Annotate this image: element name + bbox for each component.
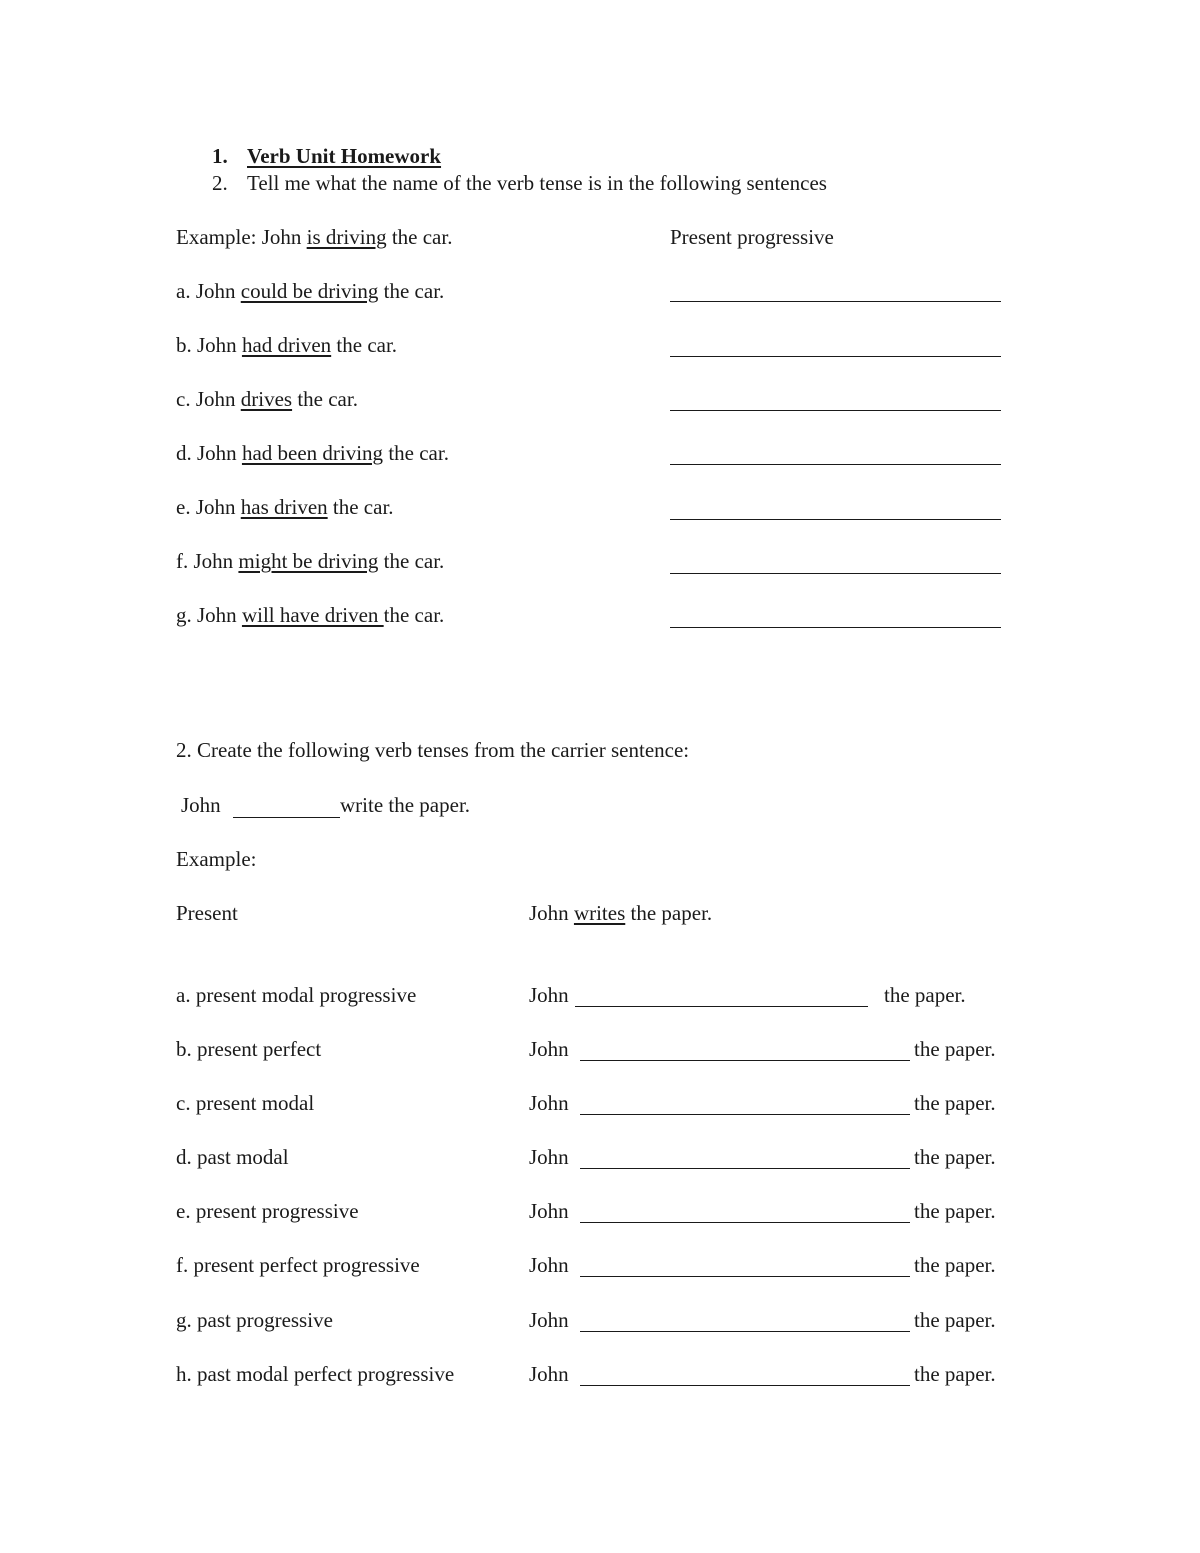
item-tail: the car.: [327, 495, 394, 519]
example-verb: writes: [573, 901, 626, 925]
part2-tense-f: f. present perfect progressive: [176, 1253, 420, 1277]
part1-item-e: [176, 497, 394, 518]
part2-example-sentence: [529, 903, 712, 924]
write-blank-g[interactable]: [580, 1331, 910, 1332]
part2-tense-g: g. past progressive: [176, 1308, 333, 1332]
part2-tense-d: d. past modal: [176, 1145, 289, 1169]
part2-tail-a: the paper.: [884, 983, 966, 1007]
part2-tail-f: the paper.: [914, 1253, 996, 1277]
example-lead: John: [529, 901, 574, 925]
part2-tense-h: h. past modal perfect progressive: [176, 1362, 455, 1386]
part2-tail-e: the paper.: [914, 1199, 996, 1223]
header-number-2: 2.: [212, 171, 228, 195]
item-lead: e. John: [176, 495, 241, 519]
part1-example-answer: Present progressive: [670, 225, 834, 249]
item-tail: the car.: [383, 441, 449, 465]
item-verb: might be driving: [238, 549, 379, 573]
part2-subject-d: John: [529, 1145, 569, 1169]
write-blank-f[interactable]: [580, 1276, 910, 1277]
part2-tense-a: a. present modal progressive: [176, 983, 417, 1007]
item-verb: will have driven: [241, 603, 384, 627]
example-tail: the paper.: [625, 901, 713, 925]
item-verb: had driven: [241, 333, 332, 357]
worksheet-title: Verb Unit Homework: [247, 144, 442, 168]
part2-subject-f: John: [529, 1253, 569, 1277]
example-tail: the car.: [386, 225, 453, 249]
header-number-1: 1.: [212, 144, 228, 168]
part2-subject-b: John: [529, 1037, 569, 1061]
example-verb: is driving: [306, 225, 387, 249]
answer-blank-g[interactable]: [670, 627, 1001, 628]
part2-subject-e: John: [529, 1199, 569, 1223]
part2-example-label: Example:: [176, 847, 257, 871]
write-blank-a[interactable]: [575, 1006, 868, 1007]
item-verb: had been driving: [241, 441, 384, 465]
part1-item-g: [176, 605, 444, 626]
part2-tail-d: the paper.: [914, 1145, 996, 1169]
item-tail: the car.: [378, 549, 445, 573]
item-tail: the car.: [331, 333, 398, 357]
item-lead: c. John: [176, 387, 241, 411]
example-lead: Example: John: [176, 225, 307, 249]
write-blank-c[interactable]: [580, 1114, 910, 1115]
write-blank-b[interactable]: [580, 1060, 910, 1061]
answer-blank-e[interactable]: [670, 519, 1001, 520]
write-blank-h[interactable]: [580, 1385, 910, 1386]
part2-tense-e: e. present progressive: [176, 1199, 359, 1223]
part2-subject-a: John: [529, 983, 569, 1007]
part1-instruction: Tell me what the name of the verb tense is in the following sentences: [247, 171, 827, 195]
part2-subject-c: John: [529, 1091, 569, 1115]
part2-tense-b: b. present perfect: [176, 1037, 322, 1061]
part2-instruction: 2. Create the following verb tenses from the carrier sentence:: [176, 738, 690, 762]
item-verb: could be driving: [240, 279, 379, 303]
carrier-subject: John: [181, 793, 221, 817]
part1-item-a: [176, 281, 444, 302]
answer-blank-f[interactable]: [670, 573, 1001, 574]
write-blank-e[interactable]: [580, 1222, 910, 1223]
part1-item-d: [176, 443, 449, 464]
item-tail: the car.: [378, 279, 445, 303]
item-tail: the car.: [292, 387, 358, 411]
part1-item-c: [176, 389, 358, 410]
part1-example-sentence: [176, 227, 452, 248]
item-lead: b. John: [176, 333, 242, 357]
answer-blank-a[interactable]: [670, 301, 1001, 302]
part1-item-f: [176, 551, 444, 572]
item-lead: g. John: [176, 603, 242, 627]
answer-blank-d[interactable]: [670, 464, 1001, 465]
answer-blank-b[interactable]: [670, 356, 1001, 357]
carrier-tail: write the paper.: [340, 793, 471, 817]
part2-subject-g: John: [529, 1308, 569, 1332]
item-lead: f. John: [176, 549, 239, 573]
part2-tail-g: the paper.: [914, 1308, 996, 1332]
answer-blank-c[interactable]: [670, 410, 1001, 411]
item-verb: has driven: [240, 495, 328, 519]
part2-example-tense: Present: [176, 901, 238, 925]
part1-item-b: [176, 335, 397, 356]
part2-tail-c: the paper.: [914, 1091, 996, 1115]
item-lead: a. John: [176, 279, 241, 303]
item-verb: drives: [240, 387, 293, 411]
part2-tail-h: the paper.: [914, 1362, 996, 1386]
item-tail: the car.: [383, 603, 445, 627]
write-blank-d[interactable]: [580, 1168, 910, 1169]
item-lead: d. John: [176, 441, 242, 465]
part2-subject-h: John: [529, 1362, 569, 1386]
part2-tail-b: the paper.: [914, 1037, 996, 1061]
part2-tense-c: c. present modal: [176, 1091, 315, 1115]
carrier-blank: [233, 817, 340, 818]
